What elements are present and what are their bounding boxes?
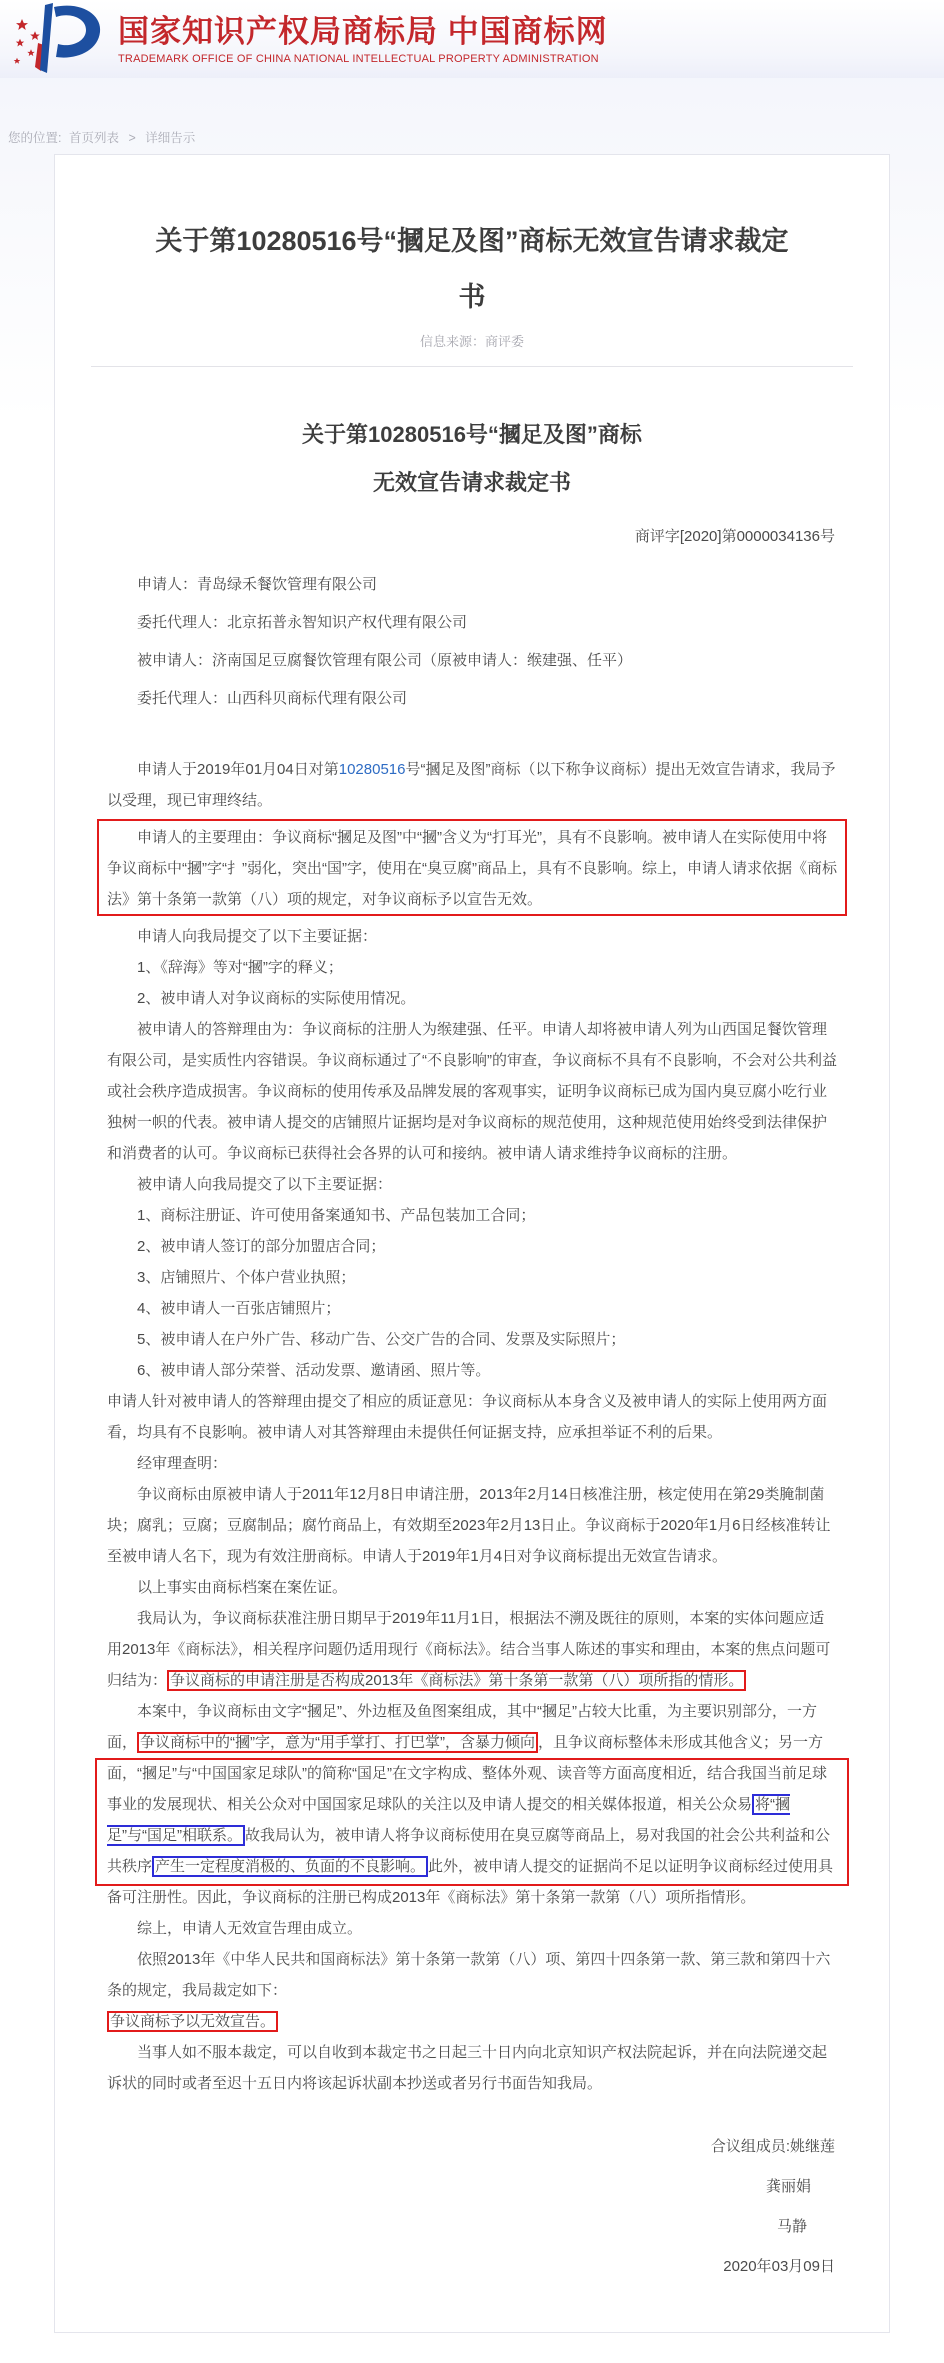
respondent-evidence-item-1 [107, 1200, 837, 1231]
para-cross-examination [107, 1386, 837, 1448]
body-text: 依照2013年《中华人民共和国商标法》第十条第一款第（八）项、第四十四条第一款、第三款和第四十六条的规定，我局裁定如下： [107, 1951, 831, 1999]
para-opinion-law [107, 1603, 837, 1696]
ruling-red-box-text: 争议商标予以无效宣告。 [107, 2011, 278, 2032]
body-text: 5、被申请人在户外广告、移动广告、公交广告的合同、发票及实际照片； [137, 1331, 626, 1348]
cnipa-logo-icon [8, 1, 112, 77]
body-text: 当事人如不服本裁定，可以自收到本裁定书之日起三十日内向北京知识产权法院起诉，并在向法院递交起诉状的同时或者至迟十五日内将该起诉状副本抄送或者另行书面告知我局。 [107, 2044, 828, 2092]
body-text: 4、被申请人一百张店铺照片； [137, 1300, 341, 1317]
breadcrumb [8, 128, 944, 144]
body-text: 经审理查明： [137, 1455, 228, 1472]
body-text: 申请人于2019年01月04日对第 [137, 761, 339, 778]
para-respondent-defense [107, 1014, 837, 1169]
respondent-evidence-item-6 [107, 1355, 837, 1386]
body-text: 6、被申请人部分荣誉、活动发票、邀请函、照片等。 [137, 1362, 491, 1379]
body-text: 被申请人：济南国足豆腐餐饮管理有限公司（原被申请人：缑建强、任平） [137, 652, 633, 669]
body-text: 2、被申请人签订的部分加盟店合同； [137, 1238, 386, 1255]
para-analysis [107, 1696, 837, 1913]
body-text: 号“摑足及图”商标（以下称争议商标）提出无效宣告请求，我局予以受理，现已审理终结。 [107, 761, 836, 809]
body-text: 委托代理人：北京拓普永智知识产权代理有限公司 [137, 614, 468, 631]
para-findings [107, 1479, 837, 1572]
party-respondent [107, 642, 837, 680]
body-text: 综上，申请人无效宣告理由成立。 [137, 1920, 363, 1937]
trademark-number-link[interactable]: 10280516 [338, 761, 406, 778]
body-text: 申请人：青岛绿禾餐饮管理有限公司 [137, 576, 378, 593]
breadcrumb-label: 您的位置: [8, 131, 62, 145]
respondent-evidence-item-4 [107, 1293, 837, 1324]
body-text: 2、被申请人对争议商标的实际使用情况。 [137, 990, 416, 1007]
body-text: 申请人的主要理由：争议商标“摑足及图”中“摑”含义为“打耳光”，具有不良影响。被申请人在实际使用中将争议商标中“摑”字“扌”弱化，突出“国”字，使用在“臭豆腐”商品上，具有不良影响。综上，申请人请求依据《商标法》第十条第一款第（八）项的规定，对争议商标予以宣告无效。 [107, 829, 837, 908]
divider [91, 366, 853, 367]
body-text: 被申请人向我局提交了以下主要证据： [137, 1176, 393, 1193]
document-number: 商评字[2020]第0000034136号 [634, 528, 835, 545]
body-text: 1、商标注册证、许可使用备案通知书、产品包装加工合同； [137, 1207, 536, 1224]
panel-member-2: 龚丽娟 [765, 2178, 811, 2195]
red-annotation-text: 争议商标的申请注册是否构成2013年《商标法》第十条第一款第（八）项所指的情形。 [167, 1670, 746, 1691]
document-title-line1: 关于第10280516号“摑足及图”商标 [302, 422, 642, 447]
body-text: 被申请人的答辩理由为：争议商标的注册人为缑建强、任平。申请人却将被申请人列为山西国足餐饮管理有限公司，是实质性内容错误。争议商标通过了“不良影响”的审查，争议商标不具有不良影响，不会对公共利益或社会秩序造成损害。争议商标的使用传承及品牌发展的客观事实，证明争议商标已成为国内臭豆腐小吃行业独树一帜的代表。被申请人提交的店铺照片证据均是对争议商标的规范使用，这种规范使用始终受到法律保护和消费者的认可。争议商标已获得社会各界的认可和接纳。被申请人请求维持争议商标的注册。 [107, 1021, 837, 1162]
body-text: 申请人向我局提交了以下主要证据： [137, 928, 378, 945]
body-text: 3、店铺照片、个体户营业执照； [137, 1269, 356, 1286]
applicant-evidence-item-2 [107, 983, 837, 1014]
party-applicant [107, 566, 837, 604]
para-ruling [107, 2006, 837, 2037]
site-header [0, 0, 944, 78]
body-text: ，且争议商标整体未形成其他含义；另一方面，“摑足”与“中国国家足球队”的简称“国足”在文字构成、整体外观、读音等方面高度相近，结合我国当前足球事业的发展现状、相关公众对中国国家足球队的关注以及申请人提交的相关媒体报道，相关公众易 [107, 1734, 827, 1813]
para-conclusion [107, 1913, 837, 1944]
para-applicant-reasons [107, 822, 837, 915]
body-text: 此外，被申请人提交的证据尚不足以证明争议商标经过使用具备可注册性。因此，争议商标的注册已构成2013年《商标法》第十条第一款第（八）项所指情形。 [107, 1858, 834, 1906]
para-ruling-basis [107, 1944, 837, 2006]
breadcrumb-home-link[interactable]: 首页列表 [68, 131, 119, 145]
breadcrumb-separator: > [128, 131, 136, 145]
respondent-evidence-item-3 [107, 1262, 837, 1293]
party-respondent-agent [107, 680, 837, 718]
body-text: 委托代理人：山西科贝商标代理有限公司 [137, 690, 408, 707]
panel-members-line: 合议组成员:姚继莲 [710, 2138, 835, 2155]
breadcrumb-current: 详细告示 [145, 131, 196, 145]
red-annotation-text: 争议商标中的“摑”字，意为“用手掌打、打巴掌”，含暴力倾向 [137, 1732, 538, 1753]
blue-annotation-text: 产生一定程度消极的、负面的不良影响。 [152, 1856, 428, 1877]
document-body [107, 566, 837, 2099]
party-applicant-agent [107, 604, 837, 642]
para-appeal-rights [107, 2037, 837, 2099]
applicant-evidence-item-1 [107, 952, 837, 983]
para-case-intro [107, 754, 837, 816]
decision-date: 2020年03月09日 [723, 2258, 835, 2275]
body-text: 1、《辞海》等对“摑”字的释义； [137, 959, 343, 976]
body-text: 故我局认为，被申请人将争议商标使用在臭豆腐等商品上，易对我国的社会公共利益和公共秩序 [107, 1827, 831, 1875]
body-text: 以上事实由商标档案在案佐证。 [137, 1579, 348, 1596]
body-text: 争议商标由原被申请人于2011年12月8日申请注册，2013年2月14日核准注册，核定使用在第29类腌制菌块；腐乳；豆腐；豆腐制品；腐竹商品上，有效期至2023年2月13日止。争议商标于2020年1月6日经核准转让至被申请人名下，现为有效注册商标。申请人于2019年1月4日对争议商标提出无效宣告请求。 [107, 1486, 831, 1565]
respondent-evidence-item-5 [107, 1324, 837, 1355]
page-title: 关于第10280516号“摑足及图”商标无效宣告请求裁定书 [155, 226, 789, 312]
signature-block [107, 2127, 837, 2287]
respondent-evidence-item-2 [107, 1231, 837, 1262]
site-subtitle: TRADEMARK OFFICE OF CHINA NATIONAL INTELLECTUAL PROPERTY ADMINISTRATION [118, 53, 599, 65]
blue-annotation-text: 将“摑足”与“国足”相联系。 [107, 1796, 791, 1844]
body-text: 我局认为，争议商标获准注册日期早于2019年11月1日，根据法不溯及既往的原则，本案的实体问题应适用2013年《商标法》，相关程序问题仍适用现行《商标法》。结合当事人陈述的事实和理由，本案的焦点问题可归结为： [107, 1610, 831, 1689]
para-applicant-evidence-intro [107, 921, 837, 952]
panel-member-3: 马静 [776, 2218, 807, 2235]
para-findings-intro [107, 1448, 837, 1479]
body-text: 申请人针对被申请人的答辩理由提交了相应的质证意见：争议商标从本身含义及被申请人的实际上使用两方面看，均具有不良影响。被申请人对其答辩理由未提供任何证据支持，应承担举证不利的后果。 [107, 1393, 828, 1441]
body-text: 本案中，争议商标由文字“摑足”、外边框及鱼图案组成，其中“摑足”占较大比重，为主要识别部分，一方面， [107, 1703, 817, 1751]
para-facts-evidence [107, 1572, 837, 1603]
document-title-line2: 无效宣告请求裁定书 [372, 470, 571, 495]
site-title: 国家知识产权局商标局 中国商标网 [118, 14, 608, 49]
para-respondent-evidence-intro [107, 1169, 837, 1200]
info-source: 信息来源：商评委 [419, 334, 524, 349]
content-box [54, 154, 890, 2333]
